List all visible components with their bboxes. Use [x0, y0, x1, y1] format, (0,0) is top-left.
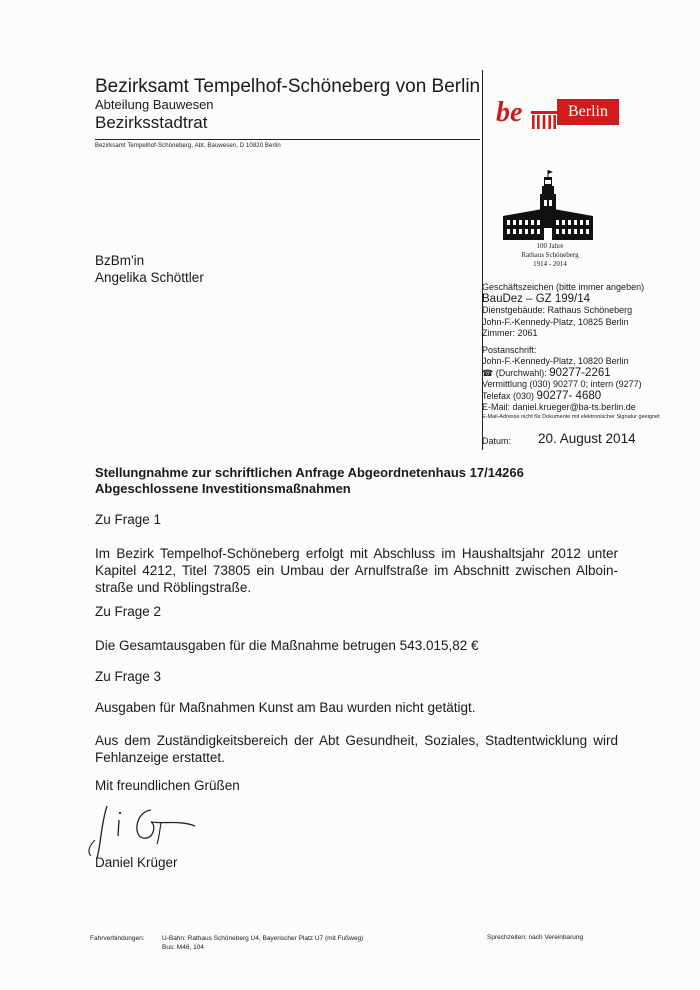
- question-3-heading: Zu Frage 3: [95, 669, 162, 684]
- reference-label: Geschäftszeichen (bitte immer angeben): [482, 282, 645, 292]
- handwritten-signature: [85, 800, 215, 860]
- authority-name: Bezirksamt Tempelhof-Schöneberg von Berlin: [95, 76, 481, 97]
- brandenburg-gate-icon: [531, 111, 557, 129]
- rathaus-anniversary-caption: 100 Jahre Rathaus Schöneberg 1914 - 2014: [521, 242, 579, 268]
- question-2-answer: Die Gesamtausgaben für die Maßnahme betrugen 543.015,82 €: [95, 638, 479, 653]
- closing-greeting: Mit freundlichen Grüßen: [95, 778, 240, 793]
- subject-line-1: Stellungnahme zur schriftlichen Anfrage Abgeordnetenhaus 17/14266: [95, 465, 524, 480]
- office-title: Bezirksstadtrat: [95, 113, 208, 132]
- footer-office-hours: Sprechzeiten: nach Vereinbarung: [487, 934, 584, 941]
- logo-berlin-text: Berlin: [568, 103, 608, 120]
- transport-line-2: Bus: M46, 104: [162, 944, 204, 951]
- question-3-answer: Ausgaben für Maßnahmen Kunst am Bau wurden nicht getätigt.: [95, 700, 476, 715]
- building-label: Dienstgebäude: Rathaus Schöneberg: [482, 305, 633, 315]
- contact-sidebar: [482, 282, 692, 420]
- footer-transport: [90, 934, 363, 952]
- be-berlin-logo: [496, 97, 622, 131]
- sender-address-line: Bezirksamt Tempelhof-Schöneberg, Abt. Bauwesen, D 10820 Berlin: [95, 143, 281, 149]
- fax-value: 90277- 4680: [536, 389, 602, 402]
- room-number: Zimmer: 2061: [482, 328, 538, 338]
- signer-name: Daniel Krüger: [95, 855, 178, 870]
- postal-address: John-F.-Kennedy-Platz, 10820 Berlin: [482, 356, 629, 366]
- email-line: E-Mail: daniel.krueger@ba-ts.berlin.de: [482, 402, 636, 412]
- recipient-title: BzBm'in: [95, 253, 145, 268]
- reference-value: BauDez – GZ 199/14: [482, 292, 591, 305]
- letter-subject: [95, 465, 615, 497]
- phone-label: ☎ (Durchwahl):: [482, 367, 547, 378]
- transport-label: Fahrverbindungen:: [90, 935, 145, 942]
- question-2-heading: Zu Frage 2: [95, 604, 162, 619]
- date-value: 20. August 2014: [538, 431, 636, 446]
- header-divider: [95, 139, 480, 140]
- fax-line: [482, 391, 692, 403]
- logo-berlin-box: [557, 99, 619, 125]
- recipient-name: Angelika Schöttler: [95, 270, 204, 285]
- building-street: John-F.-Kennedy-Platz, 10825 Berlin: [482, 316, 629, 327]
- logo-be-text: be: [496, 97, 523, 128]
- fax-label: Telefax (030): [482, 390, 535, 401]
- department-name: Abteilung Bauwesen: [95, 97, 214, 112]
- date-label: Datum:: [482, 436, 512, 446]
- question-1-answer: Im Bezirk Tempelhof-Schöneberg erfolgt mit Abschluss im Haushaltsjahr 2012 unter Kapitel 4212, Titel 73805 ein Umbau der Arnulfstraße im Abschnitt zwischen Alboin-straße und Röblingstraße.: [95, 546, 618, 595]
- jurisdiction-note: Aus dem Zuständigkeitsbereich der Abt Gesundheit, Soziales, Stadtentwicklung wird Fehlanzeige erstattet.: [95, 733, 618, 765]
- rathaus-schoeneberg-icon: [500, 170, 596, 242]
- transport-line-1: U-Bahn: Rathaus Schöneberg U4, Bayerischer Platz U7 (mit Fußweg): [162, 935, 364, 942]
- question-1-heading: Zu Frage 1: [95, 512, 162, 527]
- subject-line-2: Abgeschlossene Investitionsmaßnahmen: [95, 481, 351, 496]
- switchboard-line: Vermittlung (030) 90277 0; intern (9277): [482, 379, 642, 389]
- phone-line: [482, 368, 692, 380]
- phone-value: 90277-2261: [549, 366, 611, 379]
- recipient-block: [95, 252, 204, 286]
- email-note: E-Mail-Adresse nicht für Dokumente mit elektronischer Signatur geeignet: [482, 413, 660, 420]
- postal-label: Postanschrift:: [482, 344, 537, 355]
